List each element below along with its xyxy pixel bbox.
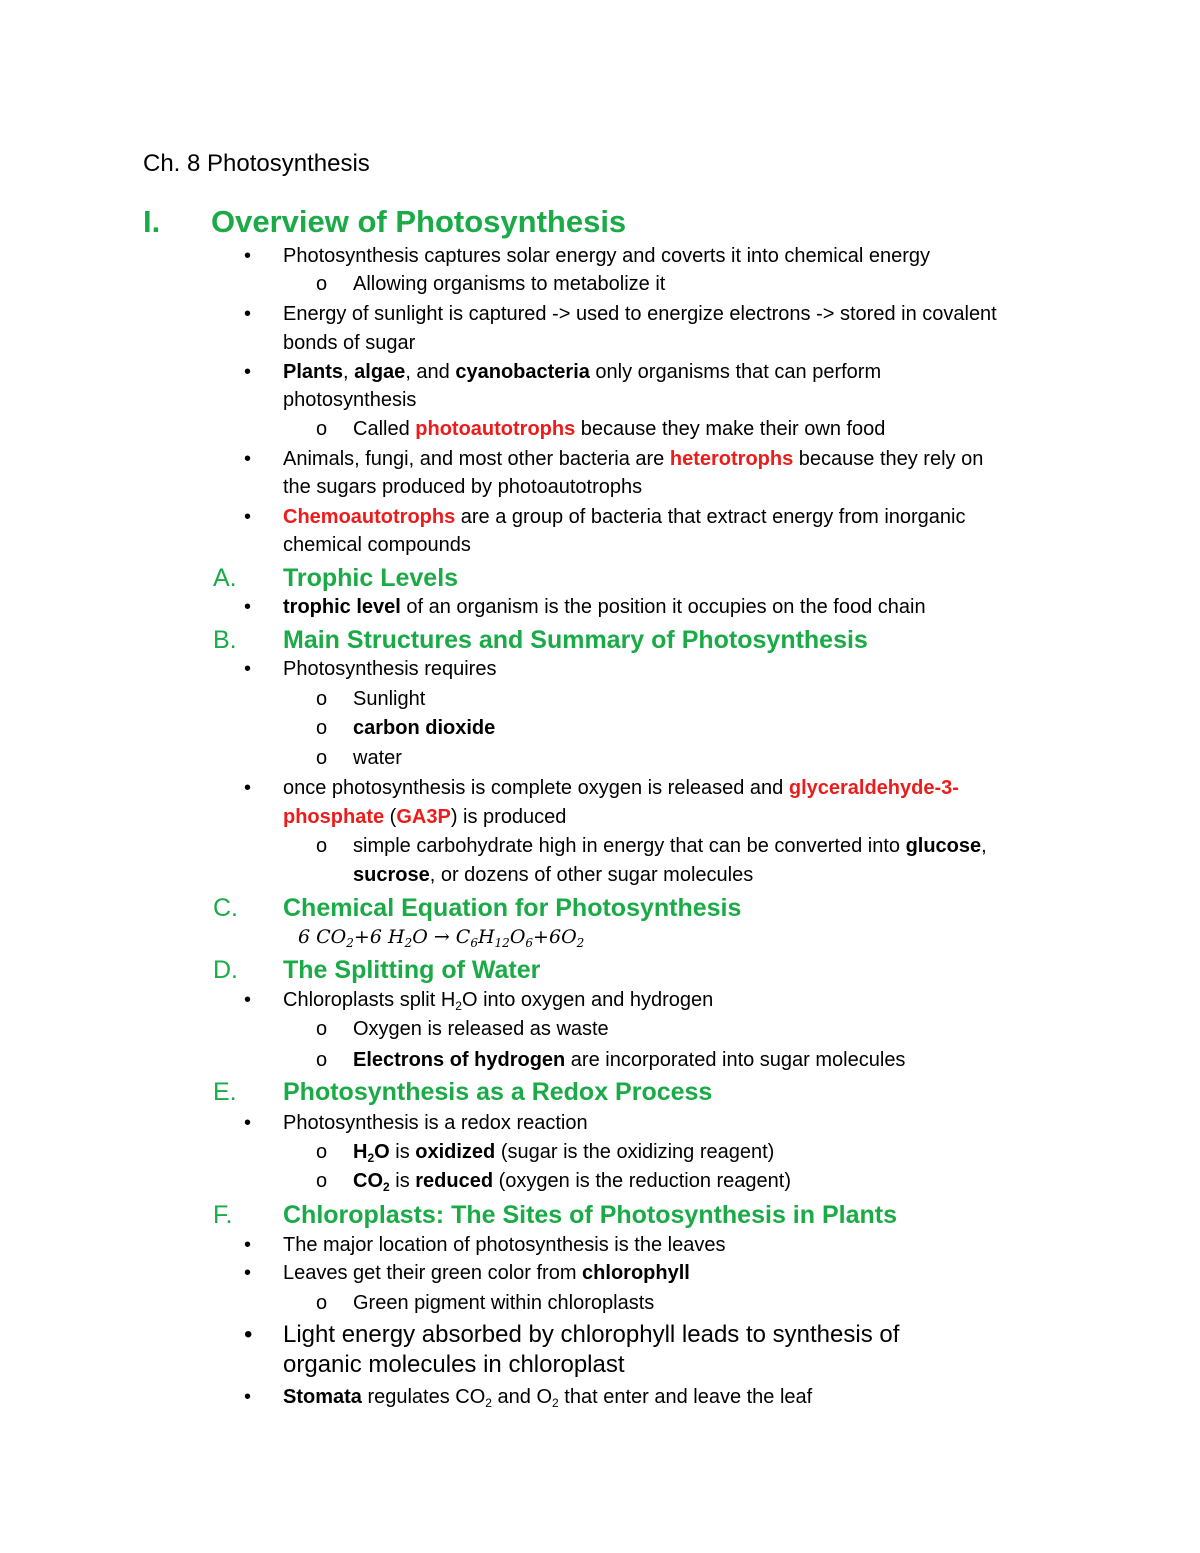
sub-bullet-icon: o [316, 1018, 328, 1040]
sub-bullet-icon: o [316, 717, 328, 739]
list-item: Stomata regulates $CO_2$ and $O_2$ that enter and leave the leaf [283, 1386, 813, 1410]
subsection-heading: Chemical Equation for Photosynthesis [283, 894, 742, 922]
list-item-continued: bonds of sugar [283, 332, 416, 354]
subsection-heading: The Splitting of Water [283, 956, 541, 984]
subsection-heading: Photosynthesis as a Redox Process [283, 1078, 713, 1106]
sub-list-item: Sunlight [353, 688, 426, 710]
list-item: trophic level of an organism is the position it occupies on the food chain [283, 596, 926, 618]
list-item-continued: organic molecules in chloroplast [283, 1351, 625, 1378]
subsection-letter: A. [213, 564, 237, 592]
bullet-icon: • [244, 1321, 253, 1348]
sub-list-item: Green pigment within chloroplasts [353, 1292, 655, 1314]
sub-bullet-icon: o [316, 1170, 328, 1192]
subsection-letter: D. [213, 956, 238, 984]
sub-bullet-icon: o [316, 1292, 328, 1314]
sub-bullet-icon: o [316, 273, 328, 295]
bullet-icon: • [244, 448, 252, 470]
list-item: Leaves get their green color from chlorophyll [283, 1262, 690, 1284]
sub-list-item: $H_2O$ is oxidized (sugar is the oxidizing reagent) [353, 1141, 775, 1165]
bullet-icon: • [244, 245, 252, 267]
sub-list-item: Allowing organisms to metabolize it [353, 273, 666, 295]
bullet-icon: • [244, 361, 252, 383]
bullet-icon: • [244, 1262, 252, 1284]
section-number: I. [143, 204, 161, 239]
list-item-continued: phosphate (GA3P) is produced [283, 806, 567, 828]
section-heading: Overview of Photosynthesis [211, 204, 627, 239]
sub-bullet-icon: o [316, 835, 328, 857]
page-title: Ch. 8 Photosynthesis [143, 150, 370, 177]
bullet-icon: • [244, 1112, 252, 1134]
bullet-icon: • [244, 989, 252, 1011]
subsection-letter: B. [213, 626, 237, 654]
subsection-letter: C. [213, 894, 238, 922]
sub-list-item-continued: sucrose, or dozens of other sugar molecules [353, 864, 754, 886]
list-item: Chloroplasts split $H_2O$ into oxygen and hydrogen [283, 989, 714, 1013]
sub-bullet-icon: o [316, 1141, 328, 1163]
sub-bullet-icon: o [316, 418, 328, 440]
list-item: Photosynthesis is a redox reaction [283, 1112, 588, 1134]
bullet-icon: • [244, 506, 252, 528]
subsection-letter: E. [213, 1078, 237, 1106]
sub-bullet-icon: o [316, 747, 328, 769]
sub-list-item: carbon dioxide [353, 717, 496, 739]
list-item: Animals, fungi, and most other bacteria are heterotrophs because they rely on [283, 448, 984, 470]
bullet-icon: • [244, 596, 252, 618]
list-item: Chemoautotrophs are a group of bacteria that extract energy from inorganic [283, 506, 966, 528]
bullet-icon: • [244, 658, 252, 680]
sub-list-item: Electrons of hydrogen are incorporated into sugar molecules [353, 1049, 906, 1071]
list-item: Light energy absorbed by chlorophyll leads to synthesis of [283, 1321, 900, 1348]
list-item-continued: the sugars produced by photoautotrophs [283, 476, 643, 498]
subsection-heading: Trophic Levels [283, 564, 459, 592]
sub-list-item: Called photoautotrophs because they make their own food [353, 418, 886, 440]
list-item-continued: chemical compounds [283, 534, 471, 556]
list-item: Plants, algae, and cyanobacteria only organisms that can perform [283, 361, 882, 383]
list-item-continued: photosynthesis [283, 389, 417, 411]
bullet-icon: • [244, 303, 252, 325]
list-item: once photosynthesis is complete oxygen is released and glyceraldehyde-3- [283, 777, 959, 799]
list-item: Photosynthesis captures solar energy and coverts it into chemical energy [283, 245, 931, 267]
bullet-icon: • [244, 777, 252, 799]
chemical-equation: 6 $CO_2+6$ $H_2O \to C_6H_{12}O_6+6O_2$ [298, 926, 585, 950]
subsection-letter: F. [213, 1201, 233, 1229]
sub-list-item: simple carbohydrate high in energy that can be converted into glucose, [353, 835, 987, 857]
sub-list-item: Oxygen is released as waste [353, 1018, 609, 1040]
subsection-heading: Chloroplasts: The Sites of Photosynthesis in Plants [283, 1201, 897, 1229]
sub-list-item: $CO_2$ is reduced (oxygen is the reduction reagent) [353, 1170, 792, 1194]
sub-bullet-icon: o [316, 688, 328, 710]
sub-list-item: water [353, 747, 402, 769]
bullet-icon: • [244, 1386, 252, 1408]
subsection-heading: Main Structures and Summary of Photosynthesis [283, 626, 868, 654]
sub-bullet-icon: o [316, 1049, 328, 1071]
list-item: Photosynthesis requires [283, 658, 497, 680]
list-item: The major location of photosynthesis is the leaves [283, 1234, 726, 1256]
bullet-icon: • [244, 1234, 252, 1256]
list-item: Energy of sunlight is captured -> used to energize electrons -> stored in covalent [283, 303, 997, 325]
